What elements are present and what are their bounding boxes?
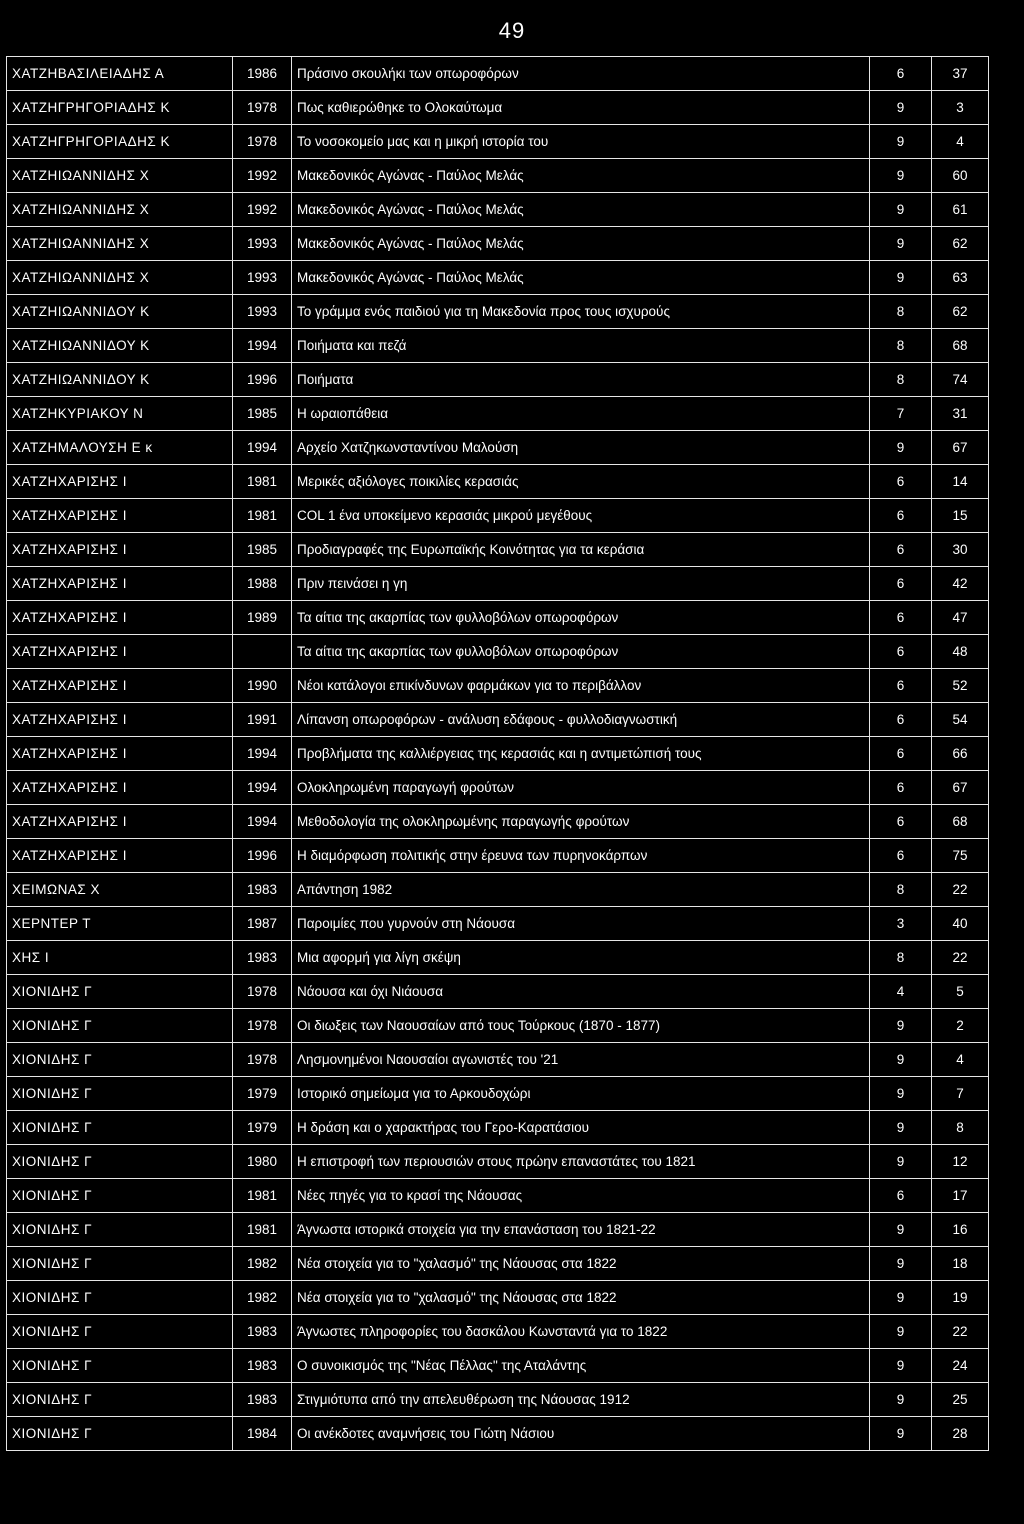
page-cell: 24 (932, 1349, 989, 1383)
page-cell: 66 (932, 737, 989, 771)
page-cell: 40 (932, 907, 989, 941)
year-cell: 1978 (233, 1009, 292, 1043)
table-row (7, 1145, 989, 1179)
author-cell: ΧΑΤΖΗΧΑΡΙΣΗΣ Ι (7, 669, 233, 703)
page-cell: 67 (932, 771, 989, 805)
table-row (7, 1213, 989, 1247)
year-cell: 1987 (233, 907, 292, 941)
page-cell: 14 (932, 465, 989, 499)
page-cell: 63 (932, 261, 989, 295)
volume-cell: 6 (870, 499, 932, 533)
year-cell: 1978 (233, 1043, 292, 1077)
title-cell: Πριν πεινάσει η γη (292, 567, 870, 601)
title-cell: Η δράση και ο χαρακτήρας του Γερο-Καρατάσιου (292, 1111, 870, 1145)
page-cell: 67 (932, 431, 989, 465)
author-cell: ΧΑΤΖΗΧΑΡΙΣΗΣ Ι (7, 533, 233, 567)
author-cell: ΧΕΙΜΩΝΑΣ Χ (7, 873, 233, 907)
author-cell: ΧΑΤΖΗΧΑΡΙΣΗΣ Ι (7, 465, 233, 499)
author-cell: ΧΑΤΖΗΧΑΡΙΣΗΣ Ι (7, 737, 233, 771)
year-cell: 1994 (233, 737, 292, 771)
table-row (7, 805, 989, 839)
volume-cell: 9 (870, 1145, 932, 1179)
title-cell: Νέες πηγές για το κρασί της Νάουσας (292, 1179, 870, 1213)
author-cell: ΧΙΟΝΙΔΗΣ Γ (7, 1247, 233, 1281)
volume-cell: 9 (870, 125, 932, 159)
title-cell: Τα αίτια της ακαρπίας των φυλλοβόλων οπωροφόρων (292, 601, 870, 635)
title-cell: Η ωραιοπάθεια (292, 397, 870, 431)
year-cell: 1993 (233, 295, 292, 329)
title-cell: Μια αφορμή για λίγη σκέψη (292, 941, 870, 975)
volume-cell: 6 (870, 839, 932, 873)
author-cell: ΧΕΡΝΤΕΡ Τ (7, 907, 233, 941)
title-cell: Μακεδονικός Αγώνας - Παύλος Μελάς (292, 159, 870, 193)
page-cell: 8 (932, 1111, 989, 1145)
table-row (7, 261, 989, 295)
table-row (7, 839, 989, 873)
volume-cell: 9 (870, 1247, 932, 1281)
year-cell: 1981 (233, 465, 292, 499)
volume-cell: 9 (870, 1213, 932, 1247)
volume-cell: 9 (870, 91, 932, 125)
table-row (7, 329, 989, 363)
volume-cell: 8 (870, 329, 932, 363)
table-row (7, 1315, 989, 1349)
title-cell: Νέα στοιχεία για το "χαλασμό" της Νάουσας στα 1822 (292, 1247, 870, 1281)
year-cell: 1996 (233, 363, 292, 397)
year-cell: 1994 (233, 805, 292, 839)
year-cell: 1981 (233, 1213, 292, 1247)
title-cell: Στιγμιότυπα από την απελευθέρωση της Νάουσας 1912 (292, 1383, 870, 1417)
year-cell: 1990 (233, 669, 292, 703)
year-cell: 1991 (233, 703, 292, 737)
volume-cell: 6 (870, 465, 932, 499)
page-cell: 61 (932, 193, 989, 227)
title-cell: Απάντηση 1982 (292, 873, 870, 907)
author-cell: ΧΑΤΖΗΧΑΡΙΣΗΣ Ι (7, 839, 233, 873)
title-cell: Ποιήματα και πεζά (292, 329, 870, 363)
title-cell: Νάουσα και όχι Νιάουσα (292, 975, 870, 1009)
page-cell: 62 (932, 295, 989, 329)
table-row (7, 1383, 989, 1417)
title-cell: Οι ανέκδοτες αναμνήσεις του Γιώτη Νάσιου (292, 1417, 870, 1451)
title-cell: Πράσινο σκουλήκι των οπωροφόρων (292, 57, 870, 91)
volume-cell: 9 (870, 431, 932, 465)
table-row (7, 1111, 989, 1145)
title-cell: Ιστορικό σημείωμα για το Αρκουδοχώρι (292, 1077, 870, 1111)
year-cell: 1979 (233, 1111, 292, 1145)
year-cell: 1994 (233, 431, 292, 465)
table-row (7, 363, 989, 397)
title-cell: Μεθοδολογία της ολοκληρωμένης παραγωγής φρούτων (292, 805, 870, 839)
author-cell: ΧΑΤΖΗΧΑΡΙΣΗΣ Ι (7, 771, 233, 805)
table-row (7, 1247, 989, 1281)
author-cell: ΧΑΤΖΗΧΑΡΙΣΗΣ Ι (7, 567, 233, 601)
author-cell: ΧΙΟΝΙΔΗΣ Γ (7, 1077, 233, 1111)
author-cell: ΧΑΤΖΗΚΥΡΙΑΚΟΥ Ν (7, 397, 233, 431)
page-cell: 42 (932, 567, 989, 601)
title-cell: Παροιμίες που γυρνούν στη Νάουσα (292, 907, 870, 941)
author-cell: ΧΑΤΖΗΧΑΡΙΣΗΣ Ι (7, 499, 233, 533)
table-row (7, 737, 989, 771)
year-cell: 1980 (233, 1145, 292, 1179)
volume-cell: 9 (870, 1077, 932, 1111)
volume-cell: 9 (870, 261, 932, 295)
volume-cell: 8 (870, 873, 932, 907)
author-cell: ΧΑΤΖΗΙΩΑΝΝΙΔΟΥ Κ (7, 295, 233, 329)
page-cell: 4 (932, 1043, 989, 1077)
page-cell: 18 (932, 1247, 989, 1281)
page-cell: 68 (932, 805, 989, 839)
page-cell: 47 (932, 601, 989, 635)
author-cell: ΧΑΤΖΗΙΩΑΝΝΙΔΗΣ Χ (7, 193, 233, 227)
author-cell: ΧΑΤΖΗΒΑΣΙΛΕΙΑΔΗΣ Α (7, 57, 233, 91)
table-row (7, 941, 989, 975)
page-cell: 22 (932, 873, 989, 907)
page-cell: 16 (932, 1213, 989, 1247)
table-row (7, 567, 989, 601)
table-row (7, 193, 989, 227)
year-cell: 1984 (233, 1417, 292, 1451)
page-cell: 5 (932, 975, 989, 1009)
year-cell: 1983 (233, 873, 292, 907)
table-row (7, 431, 989, 465)
table-row (7, 873, 989, 907)
page-cell: 68 (932, 329, 989, 363)
author-cell: ΧΙΟΝΙΔΗΣ Γ (7, 1145, 233, 1179)
year-cell: 1993 (233, 261, 292, 295)
volume-cell: 9 (870, 1009, 932, 1043)
table-row (7, 125, 989, 159)
year-cell: 1993 (233, 227, 292, 261)
year-cell: 1983 (233, 1315, 292, 1349)
page-cell: 22 (932, 941, 989, 975)
author-cell: ΧΙΟΝΙΔΗΣ Γ (7, 1213, 233, 1247)
page-cell: 28 (932, 1417, 989, 1451)
year-cell: 1996 (233, 839, 292, 873)
volume-cell: 9 (870, 159, 932, 193)
table-row (7, 295, 989, 329)
title-cell: Νέοι κατάλογοι επικίνδυνων φαρμάκων για το περιβάλλον (292, 669, 870, 703)
author-cell: ΧΙΟΝΙΔΗΣ Γ (7, 1009, 233, 1043)
table-row (7, 907, 989, 941)
volume-cell: 6 (870, 533, 932, 567)
title-cell: Αρχείο Χατζηκωνσταντίνου Μαλούση (292, 431, 870, 465)
title-cell: Λησμονημένοι Ναουσαίοι αγωνιστές του '21 (292, 1043, 870, 1077)
title-cell: Τα αίτια της ακαρπίας των φυλλοβόλων οπωροφόρων (292, 635, 870, 669)
title-cell: Πως καθιερώθηκε το Ολοκαύτωμα (292, 91, 870, 125)
volume-cell: 4 (870, 975, 932, 1009)
title-cell: Το γράμμα ενός παιδιού για τη Μακεδονία προς τους ισχυρούς (292, 295, 870, 329)
table-row (7, 57, 989, 91)
year-cell: 1988 (233, 567, 292, 601)
year-cell: 1978 (233, 91, 292, 125)
volume-cell: 6 (870, 57, 932, 91)
volume-cell: 6 (870, 703, 932, 737)
table-row (7, 669, 989, 703)
page-cell: 30 (932, 533, 989, 567)
page-cell: 17 (932, 1179, 989, 1213)
volume-cell: 8 (870, 363, 932, 397)
page-cell: 22 (932, 1315, 989, 1349)
table-row (7, 227, 989, 261)
volume-cell: 6 (870, 567, 932, 601)
year-cell: 1982 (233, 1247, 292, 1281)
page-cell: 48 (932, 635, 989, 669)
year-cell: 1983 (233, 1383, 292, 1417)
year-cell: 1994 (233, 771, 292, 805)
author-cell: ΧΑΤΖΗΙΩΑΝΝΙΔΗΣ Χ (7, 261, 233, 295)
table-row (7, 465, 989, 499)
title-cell: Μακεδονικός Αγώνας - Παύλος Μελάς (292, 227, 870, 261)
title-cell: Άγνωστες πληροφορίες του δασκάλου Κωνσταντά για το 1822 (292, 1315, 870, 1349)
author-cell: ΧΙΟΝΙΔΗΣ Γ (7, 1179, 233, 1213)
volume-cell: 9 (870, 1383, 932, 1417)
year-cell: 1992 (233, 193, 292, 227)
volume-cell: 9 (870, 1043, 932, 1077)
table-row (7, 1349, 989, 1383)
bibliography-rows (7, 57, 989, 1451)
author-cell: ΧΗΣ Ι (7, 941, 233, 975)
page-cell: 75 (932, 839, 989, 873)
title-cell: Προδιαγραφές της Ευρωπαϊκής Κοινότητας για τα κεράσια (292, 533, 870, 567)
author-cell: ΧΙΟΝΙΔΗΣ Γ (7, 1111, 233, 1145)
volume-cell: 7 (870, 397, 932, 431)
year-cell: 1986 (233, 57, 292, 91)
table-row (7, 159, 989, 193)
page-cell: 74 (932, 363, 989, 397)
year-cell: 1992 (233, 159, 292, 193)
page-cell: 19 (932, 1281, 989, 1315)
title-cell: Μερικές αξιόλογες ποικιλίες κερασιάς (292, 465, 870, 499)
year-cell: 1983 (233, 941, 292, 975)
author-cell: ΧΑΤΖΗΧΑΡΙΣΗΣ Ι (7, 703, 233, 737)
author-cell: ΧΙΟΝΙΔΗΣ Γ (7, 1417, 233, 1451)
volume-cell: 9 (870, 1281, 932, 1315)
table-row (7, 533, 989, 567)
author-cell: ΧΙΟΝΙΔΗΣ Γ (7, 1315, 233, 1349)
title-cell: Ποιήματα (292, 363, 870, 397)
title-cell: Η διαμόρφωση πολιτικής στην έρευνα των πυρηνοκάρπων (292, 839, 870, 873)
author-cell: ΧΑΤΖΗΙΩΑΝΝΙΔΟΥ Κ (7, 363, 233, 397)
volume-cell: 8 (870, 941, 932, 975)
year-cell: 1985 (233, 533, 292, 567)
year-cell: 1982 (233, 1281, 292, 1315)
page-cell: 4 (932, 125, 989, 159)
title-cell: Προβλήματα της καλλιέργειας της κερασιάς και η αντιμετώπισή τους (292, 737, 870, 771)
table-row (7, 397, 989, 431)
author-cell: ΧΙΟΝΙΔΗΣ Γ (7, 975, 233, 1009)
volume-cell: 6 (870, 771, 932, 805)
author-cell: ΧΙΟΝΙΔΗΣ Γ (7, 1349, 233, 1383)
table-row (7, 499, 989, 533)
author-cell: ΧΑΤΖΗΧΑΡΙΣΗΣ Ι (7, 635, 233, 669)
table-row (7, 975, 989, 1009)
title-cell: Λίπανση οπωροφόρων - ανάλυση εδάφους - φυλλοδιαγνωστική (292, 703, 870, 737)
author-cell: ΧΑΤΖΗΧΑΡΙΣΗΣ Ι (7, 601, 233, 635)
table-row (7, 91, 989, 125)
author-cell: ΧΑΤΖΗΓΡΗΓΟΡΙΑΔΗΣ Κ (7, 125, 233, 159)
volume-cell: 9 (870, 1417, 932, 1451)
year-cell: 1981 (233, 1179, 292, 1213)
volume-cell: 8 (870, 295, 932, 329)
page-cell: 15 (932, 499, 989, 533)
table-row (7, 635, 989, 669)
title-cell: Μακεδονικός Αγώνας - Παύλος Μελάς (292, 261, 870, 295)
author-cell: ΧΑΤΖΗΜΑΛΟΥΣΗ Ε κ (7, 431, 233, 465)
page-cell: 60 (932, 159, 989, 193)
volume-cell: 6 (870, 635, 932, 669)
volume-cell: 9 (870, 1349, 932, 1383)
year-cell: 1985 (233, 397, 292, 431)
table-row (7, 703, 989, 737)
page-cell: 3 (932, 91, 989, 125)
page-cell: 25 (932, 1383, 989, 1417)
author-cell: ΧΙΟΝΙΔΗΣ Γ (7, 1043, 233, 1077)
table-row (7, 771, 989, 805)
page-cell: 52 (932, 669, 989, 703)
author-cell: ΧΙΟΝΙΔΗΣ Γ (7, 1383, 233, 1417)
author-cell: ΧΑΤΖΗΧΑΡΙΣΗΣ Ι (7, 805, 233, 839)
author-cell: ΧΑΤΖΗΙΩΑΝΝΙΔΗΣ Χ (7, 159, 233, 193)
year-cell: 1978 (233, 975, 292, 1009)
table-row (7, 601, 989, 635)
title-cell: Το νοσοκομείο μας και η μικρή ιστορία του (292, 125, 870, 159)
title-cell: Οι διωξεις των Ναουσαίων από τους Τούρκους (1870 - 1877) (292, 1009, 870, 1043)
page-cell: 7 (932, 1077, 989, 1111)
author-cell: ΧΑΤΖΗΙΩΑΝΝΙΔΗΣ Χ (7, 227, 233, 261)
title-cell: Η επιστροφή των περιουσιών στους πρώην επαναστάτες του 1821 (292, 1145, 870, 1179)
volume-cell: 9 (870, 227, 932, 261)
page-cell: 31 (932, 397, 989, 431)
volume-cell: 3 (870, 907, 932, 941)
year-cell (233, 635, 292, 669)
author-cell: ΧΑΤΖΗΙΩΑΝΝΙΔΟΥ Κ (7, 329, 233, 363)
table-row (7, 1179, 989, 1213)
page-cell: 2 (932, 1009, 989, 1043)
volume-cell: 9 (870, 1111, 932, 1145)
page-number: 49 (498, 18, 526, 43)
volume-cell: 6 (870, 737, 932, 771)
year-cell: 1978 (233, 125, 292, 159)
bibliography-table (6, 56, 989, 1451)
title-cell: Μακεδονικός Αγώνας - Παύλος Μελάς (292, 193, 870, 227)
volume-cell: 9 (870, 193, 932, 227)
title-cell: Ολοκληρωμένη παραγωγή φρούτων (292, 771, 870, 805)
volume-cell: 9 (870, 1315, 932, 1349)
author-cell: ΧΑΤΖΗΓΡΗΓΟΡΙΑΔΗΣ Κ (7, 91, 233, 125)
volume-cell: 6 (870, 669, 932, 703)
title-cell: Άγνωστα ιστορικά στοιχεία για την επανάσταση του 1821-22 (292, 1213, 870, 1247)
page-cell: 12 (932, 1145, 989, 1179)
title-cell: COL 1 ένα υποκείμενο κερασιάς μικρού μεγέθους (292, 499, 870, 533)
year-cell: 1981 (233, 499, 292, 533)
title-cell: Νέα στοιχεία για το "χαλασμό" της Νάουσας στα 1822 (292, 1281, 870, 1315)
page-cell: 37 (932, 57, 989, 91)
volume-cell: 6 (870, 805, 932, 839)
page-cell: 62 (932, 227, 989, 261)
year-cell: 1994 (233, 329, 292, 363)
year-cell: 1983 (233, 1349, 292, 1383)
volume-cell: 6 (870, 1179, 932, 1213)
table-row (7, 1043, 989, 1077)
author-cell: ΧΙΟΝΙΔΗΣ Γ (7, 1281, 233, 1315)
year-cell: 1989 (233, 601, 292, 635)
year-cell: 1979 (233, 1077, 292, 1111)
volume-cell: 6 (870, 601, 932, 635)
title-cell: Ο συνοικισμός της "Νέας Πέλλας" της Αταλάντης (292, 1349, 870, 1383)
table-row (7, 1077, 989, 1111)
table-row (7, 1009, 989, 1043)
table-row (7, 1417, 989, 1451)
page-cell: 54 (932, 703, 989, 737)
table-row (7, 1281, 989, 1315)
